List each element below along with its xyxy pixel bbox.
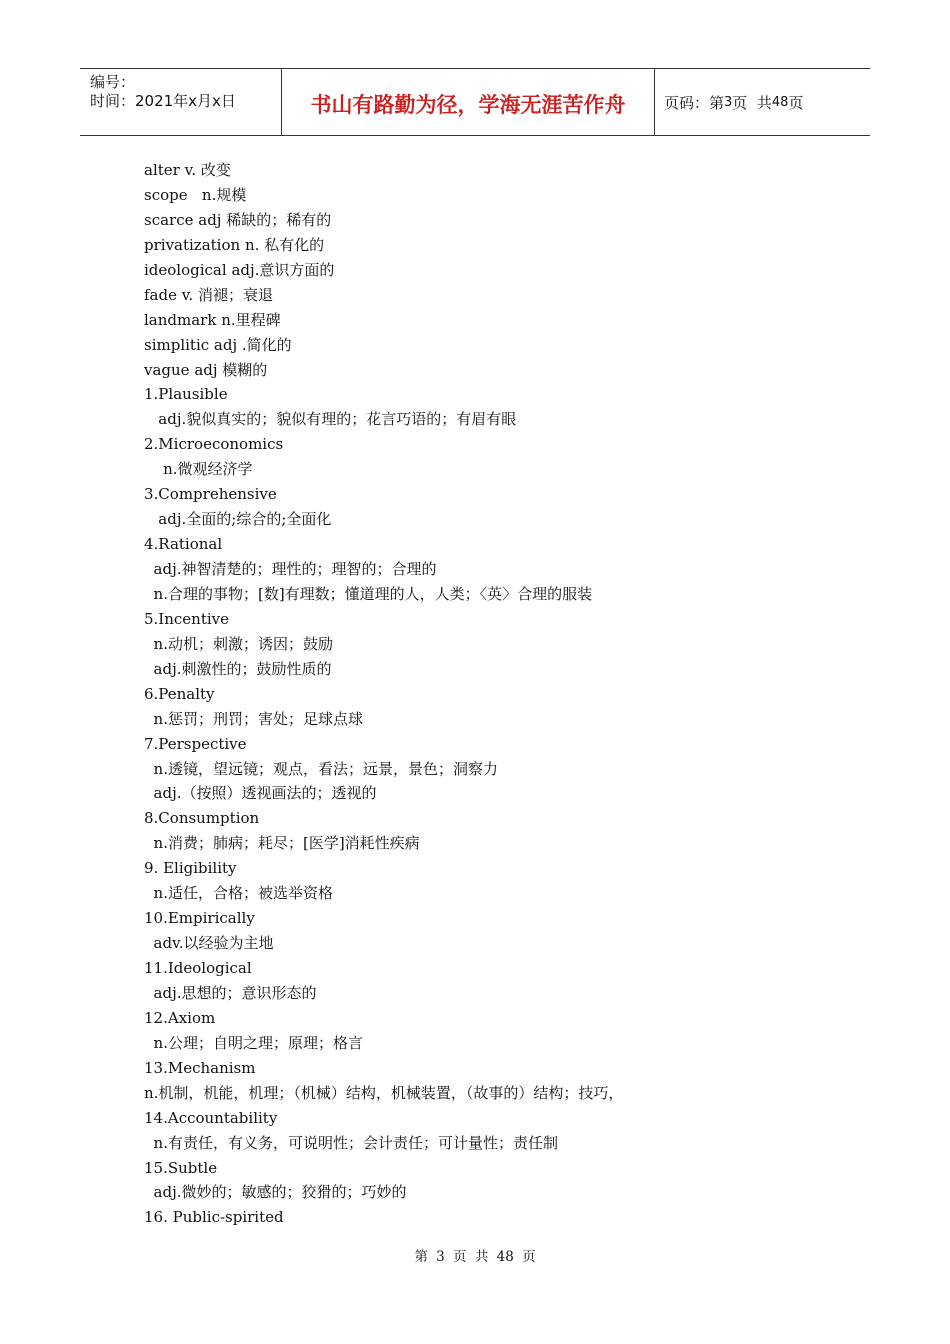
text-line: 3.Comprehensive (144, 485, 277, 504)
text-line: n.公理；自明之理；原理；格言 (144, 1033, 363, 1052)
header-page-number (664, 69, 803, 135)
text-line: privatization n. 私有化的 (144, 235, 325, 254)
text-line: 7.Perspective (144, 734, 247, 753)
text-line: scarce adj 稀缺的；稀有的 (144, 210, 332, 229)
text-line: n.微观经济学 (144, 460, 253, 479)
text-line: n.合理的事物；[数]有理数；懂道理的人，人类；〈英〉合理的服装 (144, 584, 593, 603)
text-line: adj.貌似真实的；貌似有理的；花言巧语的；有眉有眼 (144, 410, 517, 429)
header-page-suffix: 页 (788, 93, 804, 112)
text-line: n.适任，合格；被选举资格 (144, 884, 333, 903)
text-line: 6.Penalty (144, 684, 215, 703)
text-line: 15.Subtle (144, 1158, 218, 1177)
header-page-prefix: 页码：第 (664, 93, 725, 112)
header-time-label: 时间：2021年x月x日 (90, 92, 236, 110)
text-line: n.有责任，有义务，可说明性；会计责任；可计量性；责任制 (144, 1133, 558, 1152)
text-line: 12.Axiom (144, 1008, 216, 1027)
footer-current: 3 (436, 1249, 445, 1265)
text-line: ideological adj.意识方面的 (144, 260, 335, 279)
page-footer (0, 1245, 950, 1265)
text-line: 5.Incentive (144, 609, 230, 628)
text-line: 13.Mechanism (144, 1058, 256, 1077)
header-motto: 书山有路勤为径，学海无涯苦作舟 (310, 93, 626, 117)
text-line: 9. Eligibility (144, 859, 237, 878)
text-line: adv.以经验为主地 (144, 934, 274, 953)
text-line: n.消费；肺病；耗尽；[医学]消耗性疾病 (144, 834, 420, 853)
text-line: fade v. 消褪；衰退 (144, 285, 273, 304)
header-id-label: 编号： (90, 73, 136, 91)
text-line: alter v. 改变 (144, 161, 231, 179)
footer-suffix: 页 (522, 1249, 536, 1265)
text-line: 10.Empirically (144, 909, 255, 928)
text-line: adj.全面的;综合的;全面化 (144, 510, 332, 529)
vocabulary-list (144, 158, 844, 1230)
text-line: 8.Consumption (144, 809, 260, 828)
header-page-total: 48 (771, 94, 789, 110)
text-line: n.惩罚；刑罚；害处；足球点球 (144, 709, 363, 728)
header-meta (90, 73, 236, 111)
text-line: landmark n.里程碑 (144, 310, 281, 329)
text-line: adj.思想的；意识形态的 (144, 983, 317, 1002)
header-page-mid: 页 共 (732, 93, 772, 112)
footer-mid1: 页 (453, 1249, 467, 1265)
text-line: n.动机；刺激；诱因；鼓励 (144, 634, 333, 653)
text-line: 1.Plausible (144, 385, 228, 404)
text-line: adj.（按照）透视画法的；透视的 (144, 784, 377, 803)
text-line: 2.Microeconomics (144, 435, 284, 454)
text-line: 14.Accountability (144, 1108, 278, 1127)
page-header (80, 68, 870, 136)
text-line: n.透镜，望远镜；观点，看法；远景，景色；洞察力 (144, 759, 498, 778)
text-line: adj.刺激性的；鼓励性质的 (144, 659, 332, 678)
text-line: 4.Rational (144, 535, 223, 554)
footer-total: 48 (496, 1249, 514, 1265)
text-line: adj.微妙的；敏感的；狡猾的；巧妙的 (144, 1183, 407, 1202)
text-line: 16. Public-spirited (144, 1208, 284, 1227)
footer-prefix: 第 (414, 1249, 428, 1265)
footer-mid2: 共 (474, 1249, 489, 1265)
text-line: scope n.规模 (144, 185, 247, 204)
header-page-current: 3 (724, 94, 733, 110)
header-divider (654, 69, 655, 135)
text-line: vague adj 模糊的 (144, 360, 268, 379)
text-line: 11.Ideological (144, 959, 252, 977)
text-line: simplitic adj .简化的 (144, 335, 292, 354)
text-line: adj.神智清楚的；理性的；理智的；合理的 (144, 560, 437, 578)
text-line: n.机制，机能，机理；（机械）结构，机械装置，（故事的）结构；技巧， (144, 1083, 624, 1102)
